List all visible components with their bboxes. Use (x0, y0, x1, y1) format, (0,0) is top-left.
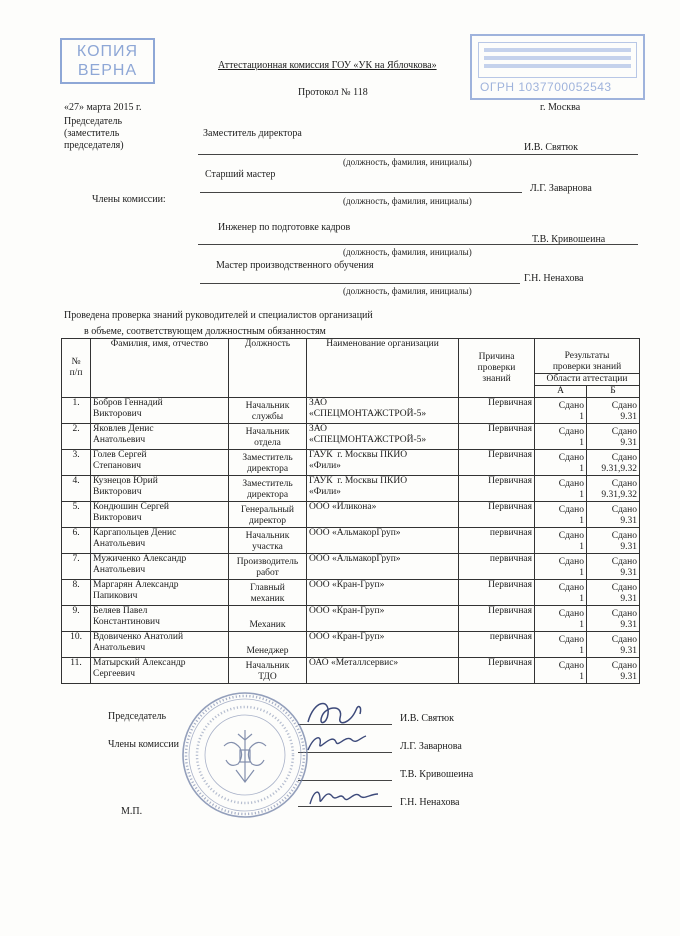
member2-underline (198, 244, 638, 245)
table-row (62, 658, 640, 684)
cell-area-a: Сдано 1 (535, 580, 587, 606)
cell-num: 3. (62, 450, 91, 476)
table-row (62, 424, 640, 450)
sign-members-label: Члены комиссии (108, 739, 179, 750)
sign-member2-line (298, 780, 392, 781)
cell-position: Главный механик (229, 580, 307, 606)
cell-num: 2. (62, 424, 91, 450)
table-row (62, 580, 640, 606)
cell-position: Производитель работ (229, 554, 307, 580)
cell-position: Заместитель директора (229, 450, 307, 476)
cell-area-b: Сдано 9.31 (587, 398, 640, 424)
cell-name: Яковлев Денис Анатольевич (91, 424, 229, 450)
cell-area-a: Сдано 1 (535, 554, 587, 580)
table-row (62, 450, 640, 476)
header-results: Результаты проверки знаний (535, 339, 640, 374)
cell-num: 8. (62, 580, 91, 606)
cell-area-b: Сдано 9.31 (587, 554, 640, 580)
cell-reason: первичная (459, 554, 535, 580)
cell-area-b: Сдано 9.31 (587, 658, 640, 684)
cell-reason: Первичная (459, 580, 535, 606)
cell-org: ЗАО «СПЕЦМОНТАЖСТРОЙ-5» (307, 398, 459, 424)
cell-name: Мужиченко Александр Анатольевич (91, 554, 229, 580)
member1-name: Л.Г. Заварнова (530, 183, 592, 194)
header-name: Фамилия, имя, отчество (91, 339, 229, 398)
cell-name: Каргапольцев Денис Анатольевич (91, 528, 229, 554)
cell-area-b: Сдано 9.31 (587, 606, 640, 632)
cell-name: Матырский Александр Сергеевич (91, 658, 229, 684)
cell-org: ООО «АльмакорГруп» (307, 528, 459, 554)
cell-org: ОАО «Металлсервис» (307, 658, 459, 684)
commission-title: Аттестационная комиссия ГОУ «УК на Яблочкова» (218, 60, 437, 71)
table-row (62, 528, 640, 554)
cell-org: ГАУК г. Москвы ПКИО «Фили» (307, 476, 459, 502)
header-area-b: Б (587, 386, 640, 398)
cell-area-b: Сдано 9.31 (587, 632, 640, 658)
sign-chair-label: Председатель (108, 711, 167, 722)
table-row (62, 502, 640, 528)
cell-area-a: Сдано 1 (535, 476, 587, 502)
round-seal (180, 690, 310, 820)
cell-area-a: Сдано 1 (535, 424, 587, 450)
cell-position: Заместитель директора (229, 476, 307, 502)
attestation-results-table (61, 338, 640, 684)
header-num: № п/п (62, 339, 91, 398)
cell-position: Начальник службы (229, 398, 307, 424)
cell-reason: Первичная (459, 502, 535, 528)
member1-hint: (должность, фамилия, инициалы) (343, 196, 472, 206)
header-position: Должность (229, 339, 307, 398)
cell-reason: первичная (459, 632, 535, 658)
cell-name: Голев Сергей Степанович (91, 450, 229, 476)
cell-area-a: Сдано 1 (535, 528, 587, 554)
cell-name: Маргарян Александр Папикович (91, 580, 229, 606)
cell-area-b: Сдано 9.31 (587, 580, 640, 606)
chair-label: Председатель (заместитель председателя) (64, 116, 124, 151)
cell-org: ООО «АльмакорГруп» (307, 554, 459, 580)
cell-num: 1. (62, 398, 91, 424)
cell-org: ООО «Кран-Груп» (307, 580, 459, 606)
cell-reason: Первичная (459, 450, 535, 476)
cell-area-a: Сдано 1 (535, 606, 587, 632)
protocol-city: г. Москва (540, 102, 581, 113)
cell-area-b: Сдано 9.31,9.32 (587, 476, 640, 502)
protocol-number: Протокол № 118 (298, 87, 368, 98)
table-row (62, 398, 640, 424)
ogrn-stamp-number: ОГРН 1037700052543 (480, 80, 612, 94)
sign-member2-name: Т.В. Кривошеина (400, 769, 474, 780)
table-row (62, 554, 640, 580)
cell-org: ООО «Кран-Груп» (307, 606, 459, 632)
intro-line1: Проведена проверка знаний руководителей и специалистов организаций (64, 310, 373, 321)
member2-name: Т.В. Кривошеина (532, 234, 606, 245)
cell-num: 5. (62, 502, 91, 528)
cell-num: 7. (62, 554, 91, 580)
cell-position: Начальник отдела (229, 424, 307, 450)
seal-place-label: М.П. (121, 806, 143, 817)
cell-num: 9. (62, 606, 91, 632)
ogrn-stamp-faded-line (484, 56, 631, 60)
member2-position: Инженер по подготовке кадров (218, 222, 351, 233)
cell-area-b: Сдано 9.31 (587, 502, 640, 528)
cell-area-b: Сдано 9.31 (587, 424, 640, 450)
chair-position: Заместитель директора (203, 128, 302, 139)
cell-area-a: Сдано 1 (535, 658, 587, 684)
cell-num: 11. (62, 658, 91, 684)
cell-position: Начальник ТДО (229, 658, 307, 684)
cell-reason: Первичная (459, 476, 535, 502)
intro-line2: в объеме, соответствующем должностным обязанностям (84, 326, 326, 337)
cell-area-a: Сдано 1 (535, 450, 587, 476)
cell-reason: Первичная (459, 424, 535, 450)
member2-hint: (должность, фамилия, инициалы) (343, 247, 472, 257)
cell-reason: Первичная (459, 658, 535, 684)
cell-area-a: Сдано 1 (535, 398, 587, 424)
chair-name: И.В. Святюк (524, 142, 578, 153)
member1-position: Старший мастер (205, 169, 276, 180)
table-body (62, 398, 640, 684)
copy-stamp-line2: ВЕРНА (77, 62, 138, 79)
cell-name: Бобров Геннадий Викторович (91, 398, 229, 424)
cell-name: Беляев Павел Константинович (91, 606, 229, 632)
cell-area-a: Сдано 1 (535, 502, 587, 528)
sign-chair-name: И.В. Святюк (400, 713, 454, 724)
cell-area-b: Сдано 9.31,9.32 (587, 450, 640, 476)
member3-signature (304, 782, 384, 812)
cell-position: Механик (229, 606, 307, 632)
copy-stamp-line1: КОПИЯ (76, 43, 139, 60)
chair-underline (198, 154, 638, 155)
cell-position: Менеджер (229, 632, 307, 658)
cell-position: Начальник участка (229, 528, 307, 554)
ogrn-stamp-faded-line (484, 64, 631, 68)
cell-name: Кондюшин Сергей Викторович (91, 502, 229, 528)
ogrn-stamp-faded-line (484, 48, 631, 52)
cell-name: Вдовиченко Анатолий Анатольевич (91, 632, 229, 658)
table-row (62, 606, 640, 632)
member3-name: Г.Н. Ненахова (524, 273, 584, 284)
ogrn-stamp (470, 34, 645, 100)
member3-underline (200, 283, 520, 284)
header-areas: Области аттестации (535, 374, 640, 386)
sign-member3-name: Г.Н. Ненахова (400, 797, 460, 808)
cell-area-a: Сдано 1 (535, 632, 587, 658)
member1-signature (302, 728, 372, 758)
chair-signature (300, 696, 370, 732)
cell-num: 10. (62, 632, 91, 658)
sign-member1-name: Л.Г. Заварнова (400, 741, 462, 752)
cell-reason: Первичная (459, 606, 535, 632)
protocol-date: «27» марта 2015 г. (64, 102, 142, 113)
cell-name: Кузнецов Юрий Викторович (91, 476, 229, 502)
cell-reason: Первичная (459, 398, 535, 424)
cell-org: ГАУК г. Москвы ПКИО «Фили» (307, 450, 459, 476)
cell-area-b: Сдано 9.31 (587, 528, 640, 554)
member3-position: Мастер производственного обучения (216, 260, 374, 271)
cell-num: 6. (62, 528, 91, 554)
cell-org: ООО «Кран-Груп» (307, 632, 459, 658)
chair-hint: (должность, фамилия, инициалы) (343, 157, 472, 167)
cell-position: Генеральный директор (229, 502, 307, 528)
table-row (62, 476, 640, 502)
members-label: Члены комиссии: (92, 194, 166, 205)
member3-hint: (должность, фамилия, инициалы) (343, 286, 472, 296)
cell-num: 4. (62, 476, 91, 502)
header-org: Наименование организации (307, 339, 459, 398)
header-reason: Причина проверки знаний (459, 339, 535, 398)
cell-org: ООО «Иликона» (307, 502, 459, 528)
header-area-a: А (535, 386, 587, 398)
cell-reason: первичная (459, 528, 535, 554)
table-row (62, 632, 640, 658)
cell-org: ЗАО «СПЕЦМОНТАЖСТРОЙ-5» (307, 424, 459, 450)
member1-underline (200, 192, 522, 193)
copy-verified-stamp (60, 38, 155, 84)
